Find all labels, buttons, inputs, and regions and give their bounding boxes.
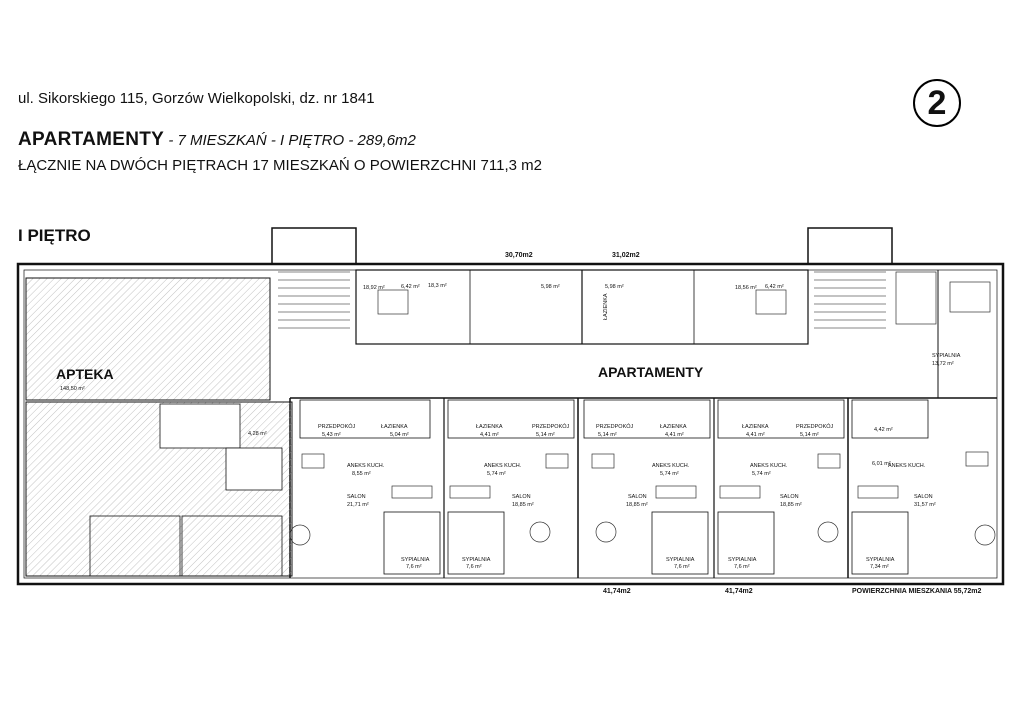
room-size: 18,3 m² [428, 283, 447, 289]
room-size: 5,98 m² [605, 284, 624, 290]
room-name: ANEKS KUCH. [484, 463, 522, 469]
room-name: ANEKS KUCH. [347, 463, 385, 469]
room-size: 31,57 m² [914, 502, 936, 508]
room-name: SYPIALNIA [866, 557, 895, 563]
room-name: PRZEDPOKÓJ [596, 424, 634, 430]
room-size: 18,85 m² [626, 502, 648, 508]
room-name: SALON [512, 494, 531, 500]
room-name: ANEKS KUCH. [750, 463, 788, 469]
room-name: SYPIALNIA [932, 353, 961, 359]
address-line: ul. Sikorskiego 115, Gorzów Wielkopolski, dz. nr 1841 [18, 90, 375, 107]
apartamenty-label: APARTAMENTY [598, 364, 704, 380]
room-name: SYPIALNIA [401, 557, 430, 563]
room-size: 4,41 m² [665, 432, 684, 438]
room-name: ŁAZIENKA [660, 424, 687, 430]
room-size: 4,42 m² [874, 427, 893, 433]
top-area-label: 31,02m2 [612, 252, 640, 259]
room-size: 5,74 m² [487, 471, 506, 477]
room-name: ŁAZIENKA [381, 424, 408, 430]
room-size: 7,34 m² [870, 564, 889, 570]
room-size: 4,41 m² [480, 432, 499, 438]
apteka-zone [26, 278, 292, 576]
top-area-label: 30,70m2 [505, 252, 533, 259]
apteka-label: APTEKA [56, 366, 114, 382]
room-size: 5,74 m² [660, 471, 679, 477]
room-name: ŁAZIENKA [742, 424, 769, 430]
room-size: 7,6 m² [734, 564, 750, 570]
room-size: 7,6 m² [674, 564, 690, 570]
room-size: 6,01 m² [872, 461, 891, 467]
room-name: SALON [914, 494, 933, 500]
floor-label: I PIĘTRO [18, 226, 91, 245]
bottom-area-label: 41,74m2 [725, 588, 753, 595]
total-summary: ŁĄCZNIE NA DWÓCH PIĘTRACH 17 MIESZKAŃ O POWIERZCHNI 711,3 m2 [18, 157, 542, 174]
room-size: 4,28 m² [248, 431, 267, 437]
room-name: ANEKS KUCH. [652, 463, 690, 469]
room-size: 5,43 m² [322, 432, 341, 438]
room-name: ŁAZIENKA [476, 424, 503, 430]
room-size: 18,92 m² [363, 285, 385, 291]
room-size: 7,6 m² [406, 564, 422, 570]
room-size: 5,14 m² [800, 432, 819, 438]
room-size: 21,71 m² [347, 502, 369, 508]
room-size: 5,14 m² [598, 432, 617, 438]
room-size: 5,14 m² [536, 432, 555, 438]
room-size: 18,56 m² [735, 285, 757, 291]
room-name: SALON [780, 494, 799, 500]
room-size: 13,72 m² [932, 361, 954, 367]
room-name: PRZEDPOKÓJ [796, 424, 834, 430]
room-name: SALON [628, 494, 647, 500]
room-name: SYPIALNIA [666, 557, 695, 563]
room-name: ANEKS KUCH. [888, 463, 926, 469]
room-size: 4,41 m² [746, 432, 765, 438]
room-size: 148,50 m² [60, 386, 85, 392]
room-size: 6,42 m² [765, 284, 784, 290]
room-size: 5,74 m² [752, 471, 771, 477]
plan-title-sub: - 7 MIESZKAŃ - I PIĘTRO - 289,6m2 [164, 132, 416, 149]
room-size: 6,42 m² [401, 284, 420, 290]
room-name: PRZEDPOKÓJ [318, 424, 356, 430]
plan-title-main: APARTAMENTY [18, 129, 165, 150]
bottom-area-label: POWIERZCHNIA MIESZKANIA 55,72m2 [852, 588, 982, 595]
room-name: SYPIALNIA [462, 557, 491, 563]
room-size: 7,6 m² [466, 564, 482, 570]
room-size: 18,85 m² [780, 502, 802, 508]
room-name: ŁAZIENKA [603, 293, 609, 320]
room-size: 5,98 m² [541, 284, 560, 290]
room-name: SALON [347, 494, 366, 500]
room-size: 8,55 m² [352, 471, 371, 477]
room-name: SYPIALNIA [728, 557, 757, 563]
room-size: 18,85 m² [512, 502, 534, 508]
room-size: 5,04 m² [390, 432, 409, 438]
page-number-badge: 2 [913, 79, 961, 127]
room-name: PRZEDPOKÓJ [532, 424, 570, 430]
bottom-area-label: 41,74m2 [603, 588, 631, 595]
